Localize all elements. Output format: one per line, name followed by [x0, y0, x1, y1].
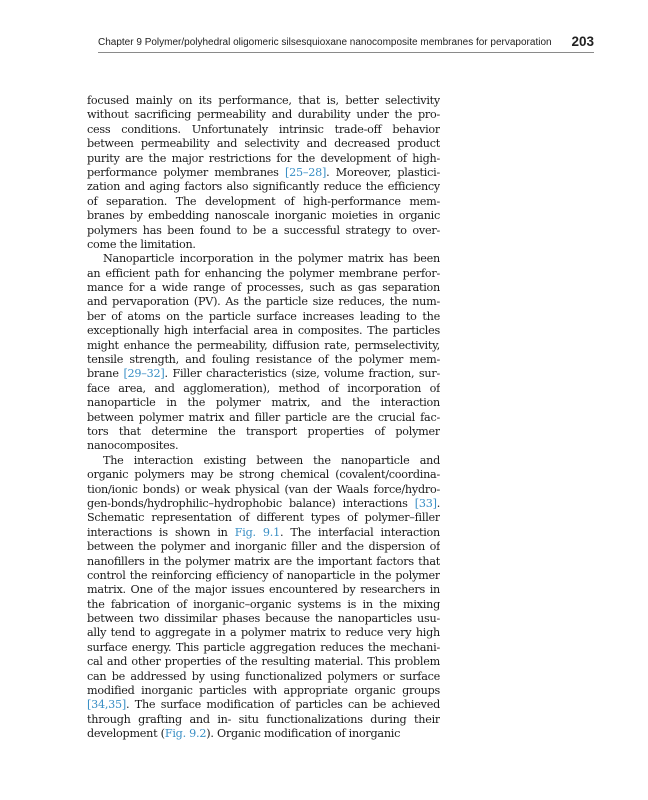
- text-run: . Filler characteristics (size, volume fraction, sur-: [164, 367, 440, 381]
- text-line: [87, 137, 440, 151]
- text-line: [87, 598, 440, 612]
- text-line: [87, 626, 440, 640]
- text-run: and pervaporation (PV). As the particle size reduces, the num-: [87, 295, 440, 309]
- text-line: [87, 698, 440, 712]
- paragraph: [87, 252, 440, 453]
- text-run: nanoparticle in the polymer matrix, and the interaction: [87, 396, 440, 410]
- text-line: [87, 526, 440, 540]
- text-run: performance polymer membranes: [87, 165, 286, 179]
- text-run: Schematic representation of different types of polymer–filler: [87, 511, 440, 525]
- text-run: come the limitation.: [87, 237, 196, 251]
- text-run: surface energy. This particle aggregation reduces the mechani-: [87, 640, 440, 654]
- text-run: modified inorganic particles with appropriate organic groups: [87, 684, 440, 698]
- text-line: [87, 483, 440, 497]
- text-run: mance for a wide range of processes, such as gas separation: [87, 281, 440, 295]
- text-run: organic polymers may be strong chemical (covalent/coordina-: [87, 468, 440, 482]
- text-line: [87, 425, 440, 439]
- text-line: [87, 684, 440, 698]
- text-line: [87, 339, 440, 353]
- text-run: .: [436, 496, 440, 510]
- text-run: ber of atoms on the particle surface increases leading to the: [87, 309, 440, 323]
- text-run: the fabrication of inorganic–organic systems is in the mixing: [87, 597, 440, 611]
- text-line: [87, 670, 440, 684]
- text-run: through grafting and in- situ functionalizations during their: [87, 712, 440, 726]
- citation-link[interactable]: [25–28]: [285, 165, 327, 179]
- citation-link[interactable]: [34,35]: [87, 698, 127, 712]
- text-run: cess conditions. Unfortunately intrinsic trade-off behavior: [87, 122, 440, 136]
- paragraph: [87, 454, 440, 742]
- text-line: [87, 166, 440, 180]
- text-line: [87, 281, 440, 295]
- text-run: between two dissimilar phases because the nanoparticles usu-: [87, 612, 440, 626]
- body-text: [87, 94, 440, 742]
- citation-link[interactable]: [29–32]: [123, 367, 165, 381]
- text-line: [87, 152, 440, 166]
- text-line: [87, 252, 440, 266]
- text-line: [87, 295, 440, 309]
- text-line: [87, 94, 440, 108]
- text-line: [87, 713, 440, 727]
- text-line: [87, 727, 440, 741]
- text-run: exceptionally high interfacial area in composites. The particles: [87, 324, 440, 338]
- text-run: nanofillers in the polymer matrix are the important factors that: [87, 554, 440, 568]
- text-line: [87, 641, 440, 655]
- text-run: zation and aging factors also significantly reduce the efficiency: [87, 180, 440, 194]
- text-line: [87, 180, 440, 194]
- text-run: between polymer matrix and filler particle are the crucial fac-: [87, 410, 440, 424]
- text-run: branes by embedding nanoscale inorganic moieties in organic: [87, 209, 440, 223]
- text-run: . The interfacial interaction: [279, 525, 440, 539]
- text-run: ally tend to aggregate in a polymer matrix to reduce very high: [87, 626, 440, 640]
- text-run: purity are the major restrictions for the development of high-: [87, 151, 440, 165]
- citation-link[interactable]: Fig. 9.2: [164, 727, 207, 741]
- text-run: tors that determine the transport properties of polymer: [87, 424, 440, 438]
- text-run: development (: [87, 727, 165, 741]
- text-line: [87, 209, 440, 223]
- running-header: [98, 34, 594, 52]
- text-run: an efficient path for enhancing the polymer membrane perfor-: [87, 266, 440, 280]
- text-run: between permeability and selectivity and decreased product: [87, 137, 440, 151]
- text-run: polymers has been found to be a successful strategy to over-: [87, 223, 440, 237]
- text-line: [87, 511, 440, 525]
- text-run: brane: [87, 367, 124, 381]
- text-run: tion/ionic bonds) or weak physical (van der Waals force/hydro-: [87, 482, 440, 496]
- text-line: [87, 367, 440, 381]
- text-run: gen-bonds/hydrophilic–hydrophobic balance) interactions: [87, 496, 415, 510]
- text-run: . The surface modification of particles can be achieved: [126, 698, 440, 712]
- text-line: [87, 353, 440, 367]
- paragraph: [87, 94, 440, 252]
- text-line: [87, 468, 440, 482]
- text-run: control the reinforcing efficiency of nanoparticle in the polymer: [87, 568, 440, 582]
- citation-link[interactable]: Fig. 9.1: [234, 525, 280, 539]
- text-run: nanocomposites.: [87, 439, 179, 453]
- text-line: [87, 195, 440, 209]
- chapter-title: Chapter 9 Polymer/polyhedral oligomeric silsesquioxane nanocomposite membranes for pervaporation: [98, 37, 552, 48]
- text-line: [87, 540, 440, 554]
- page-number: 203: [571, 34, 594, 49]
- text-line: [87, 324, 440, 338]
- text-line: [87, 612, 440, 626]
- text-run: matrix. One of the major issues encountered by researchers in: [87, 583, 440, 597]
- text-line: [87, 382, 440, 396]
- text-run: face area, and agglomeration), method of incorporation of: [87, 381, 440, 395]
- text-line: [87, 238, 440, 252]
- text-run: focused mainly on its performance, that is, better selectivity: [87, 94, 440, 107]
- citation-link[interactable]: [33]: [414, 496, 437, 510]
- text-line: [87, 439, 440, 453]
- text-line: [87, 569, 440, 583]
- text-line: [87, 396, 440, 410]
- text-run: interactions is shown in: [87, 525, 235, 539]
- text-run: cal and other properties of the resulting material. This problem: [87, 655, 440, 669]
- text-line: [87, 555, 440, 569]
- text-line: [87, 583, 440, 597]
- text-run: can be addressed by using functionalized polymers or surface: [87, 669, 440, 683]
- text-line: [87, 454, 440, 468]
- text-line: [87, 108, 440, 122]
- text-line: [87, 497, 440, 511]
- text-run: between the polymer and inorganic filler and the dispersion of: [87, 540, 440, 554]
- text-line: [87, 123, 440, 137]
- text-run: of separation. The development of high-performance mem-: [87, 194, 440, 208]
- text-run: ). Organic modification of inorganic: [206, 727, 401, 741]
- header-rule: [98, 52, 594, 53]
- text-run: might enhance the permeability, diffusion rate, permselectivity,: [87, 338, 440, 352]
- text-line: [87, 655, 440, 669]
- text-line: [87, 310, 440, 324]
- text-line: [87, 224, 440, 238]
- text-run: Nanoparticle incorporation in the polymer matrix has been: [103, 252, 440, 266]
- text-line: [87, 267, 440, 281]
- text-line: [87, 411, 440, 425]
- text-run: . Moreover, plastici-: [326, 165, 440, 179]
- text-run: without sacrificing permeability and durability under the pro-: [87, 108, 440, 122]
- text-run: tensile strength, and fouling resistance of the polymer mem-: [87, 353, 440, 367]
- text-run: The interaction existing between the nanoparticle and: [103, 453, 440, 467]
